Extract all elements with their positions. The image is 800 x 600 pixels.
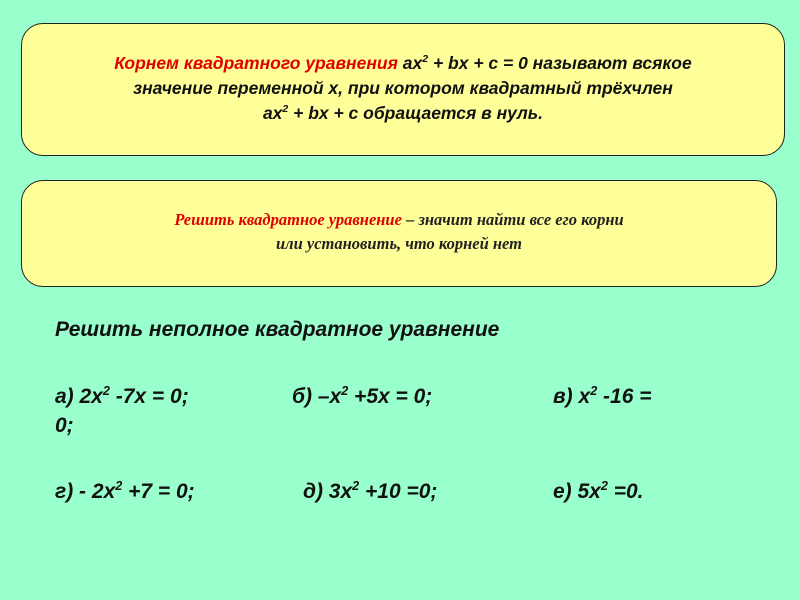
equation-b: б) $-х^2 +5х = 0$; [292,383,433,408]
solve-definition-rest: – значит найти все его корни [401,210,624,229]
solve-definition-lead: Решить квадратное уравнение [174,210,402,229]
solve-definition-box [21,180,777,287]
equation-d: д) $3х^2 +10 =0$; [303,478,438,503]
equation-1-exponent: 2 [422,53,429,66]
solve-definition-text [22,208,776,256]
definition-box [21,23,785,156]
definition-lead: Корнем квадратного уравнения [114,53,398,73]
equation-a: а) $2х^2$ -7х = 0; [55,383,189,408]
solve-definition-line-2: или установить, что корней нет [275,234,523,253]
equation-g: $г) - 2х^2 +7 = 0$; [55,478,195,503]
equation-c: в) $х^2$ -16 = [553,383,652,408]
equation-2-base: ax [262,103,283,123]
equation-1-base: ax [397,53,423,73]
definition-line-2: значение переменной х, при котором квадратный трёхчлен [133,78,673,98]
equation-c-continuation: 0; [55,414,74,437]
equation-1-rest: + bx + c = 0 называют всякое [428,53,692,73]
equation-2-rest: + bx + c обращается в нуль. [288,103,544,123]
equation-2-exponent: 2 [282,103,289,116]
definition-text [22,51,784,126]
equation-e: е) $5х^2 =0$. [553,478,644,503]
task-title: Решить неполное квадратное уравнение [55,318,500,341]
